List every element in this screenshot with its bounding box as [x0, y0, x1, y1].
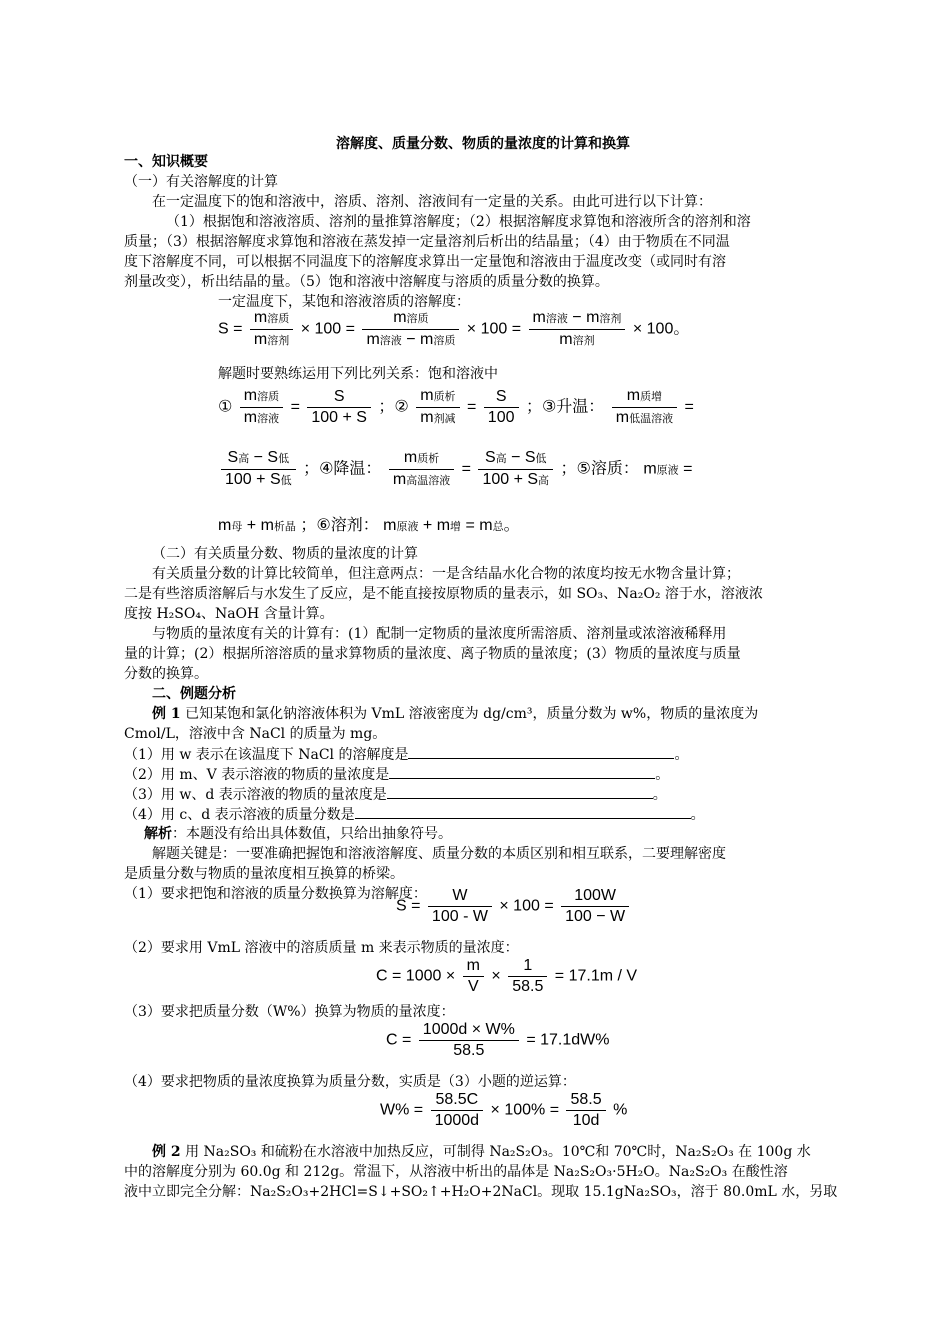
page-title: 溶解度、质量分数、物质的量浓度的计算和换算	[336, 136, 630, 152]
paragraph-line: 度按 H₂SO₄、NaOH 含量计算。	[124, 606, 334, 622]
question-2: （2）用 m、V 表示溶液的物质的量浓度是 。	[124, 764, 669, 785]
paragraph-line: 有关质量分数的计算比较简单，但注意两点：一是含结晶水化合物的浓度均按无水物含量计算；	[152, 566, 740, 582]
paragraph-line: （1）根据饱和溶液溶质、溶剂的量推算溶解度；（2）根据溶解度求算饱和溶液所含的溶剂和溶	[166, 214, 751, 230]
step-1: （1）要求把饱和溶液的质量分数换算为溶解度：	[124, 886, 427, 902]
subsection-heading-2: （二）有关质量分数、物质的量浓度的计算	[152, 546, 418, 562]
subsection-heading-1: （一）有关溶解度的计算	[124, 174, 278, 190]
step-3: （3）要求把质量分数（W%）换算为物质的量浓度：	[124, 1004, 455, 1020]
paragraph-line: 是质量分数与物质的量浓度相互换算的桥梁。	[124, 866, 404, 882]
section-heading-1: 一、知识概要	[124, 154, 208, 170]
example-1-line: Cmol/L，溶液中含 NaCl 的质量为 mg。	[124, 726, 387, 742]
paragraph: 解题时要熟练运用下列比列关系：饱和溶液中	[218, 366, 498, 382]
solubility-formula: S = $\frac{\text{m溶质}}{\text{m溶剂}}$ × 100 = $\frac{\text{m溶质}}{\text{m溶液 − m溶质}}$ × 100 = $\frac{\text{m溶液 − m溶剂}}{\text{m溶剂}}$ × 100。	[218, 309, 690, 348]
ratio-relations-2: $\frac{\text{S高 − S低}}{\text{100 + S低}}$ ；④降温： $\frac{\text{m质析}}{\text{m高温溶液}}$ = $\frac{\text{S高 − S低}}{\text{100 + S高}}$ ；⑤溶质： m原液 =	[218, 448, 692, 491]
section-heading-2: 二、例题分析	[152, 686, 236, 702]
step-4: （4）要求把物质的量浓度换算为质量分数，实质是（3）小题的逆运算：	[124, 1074, 576, 1090]
paragraph-line: 与物质的量浓度有关的计算有：(1）配制一定物质的量浓度所需溶质、溶剂量或浓溶液稀释用	[152, 626, 727, 642]
paragraph-line: 分数的换算。	[124, 666, 208, 682]
paragraph-line: 剂量改变），析出结晶的量。（5）饱和溶液中溶解度与溶质的质量分数的换算。	[124, 274, 609, 290]
paragraph-line: 量的计算；(2）根据所溶溶质的量求算物质的量浓度、离子物质的量浓度；(3）物质的量浓度与质量	[124, 646, 741, 662]
question-1: （1）用 w 表示在该温度下 NaCl 的溶解度是 。	[124, 744, 688, 765]
equation-3: C = $\frac{1000d \times W\%}{58.5}$ = 17.1dW%	[386, 1021, 610, 1059]
ratio-relations-1: ① $\frac{\text{m溶质}}{\text{m溶液}}$ = $\frac{S}{100 + S}$ ；② $\frac{\text{m质析}}{\text{m剂减}}$ = $\frac{S}{100}$ ；③升温： $\frac{\text{m质增}}{\text{m低温溶液}}$ =	[218, 387, 694, 426]
question-3: （3）用 w、d 表示溶液的物质的量浓度是 。	[124, 784, 667, 805]
ratio-relations-3: m母 + m析晶 ；⑥溶剂： m原液 + m增 = m总。	[218, 517, 520, 534]
example-2-line: 中的溶解度分别为 60.0g 和 212g。常温下，从溶液中析出的晶体是 Na₂S₂O₃·5H₂O。Na₂S₂O₃ 在酸性溶	[124, 1164, 788, 1180]
paragraph: 一定温度下，某饱和溶液溶质的溶解度：	[218, 294, 470, 310]
paragraph: 在一定温度下的饱和溶液中，溶质、溶剂、溶液间有一定量的关系。由此可进行以下计算：	[152, 194, 712, 210]
paragraph-line: 质量；（3）根据溶解度求算饱和溶液在蒸发掉一定量溶剂后析出的结晶量；（4）由于物质在不同温	[124, 234, 730, 250]
paragraph-line: 度下溶解度不同，可以根据不同温度下的溶解度求算出一定量饱和溶液由于温度改变（或同时有溶	[124, 254, 726, 270]
equation-4: W% = $\frac{58.5C}{1000d}$ × 100% = $\frac{58.5}{10d}$ %	[380, 1091, 628, 1129]
example-2-line: 例 2 用 Na₂SO₃ 和硫粉在水溶液中加热反应，可制得 Na₂S₂O₃。10℃和 70℃时，Na₂S₂O₃ 在 100g 水	[152, 1144, 811, 1160]
analysis-line: 解析：本题没有给出具体数值，只给出抽象符号。	[144, 826, 452, 842]
equation-1: S = $\frac{W}{100 - W}$ × 100 = $\frac{100W}{100 - W}$	[396, 886, 632, 927]
paragraph-line: 二是有些溶质溶解后与水发生了反应，是不能直接按原物质的量表示，如 SO₃、Na₂O₂ 溶于水，溶液浓	[124, 586, 763, 602]
step-2: （2）要求用 VmL 溶液中的溶质质量 m 来表示物质的量浓度：	[124, 940, 519, 956]
example-1-line: 例 1 已知某饱和氯化钠溶液体积为 VmL 溶液密度为 dg/cm³，质量分数为 w%，物质的量浓度为	[152, 706, 759, 722]
example-2-line: 液中立即完全分解：Na₂S₂O₃+2HCl=S↓+SO₂↑+H₂O+2NaCl。现取 15.1gNa₂SO₃，溶于 80.0mL 水，另取	[124, 1184, 838, 1200]
equation-2: C = 1000 × $\frac{m}{V}$ × $\frac{1}{58.5}$ = 17.1m / V	[376, 957, 638, 995]
question-4: （4）用 c、d 表示溶液的质量分数是 。	[124, 804, 705, 825]
paragraph-line: 解题关键是：一要准确把握饱和溶液溶解度、质量分数的本质区别和相互联系，二要理解密度	[152, 846, 726, 862]
